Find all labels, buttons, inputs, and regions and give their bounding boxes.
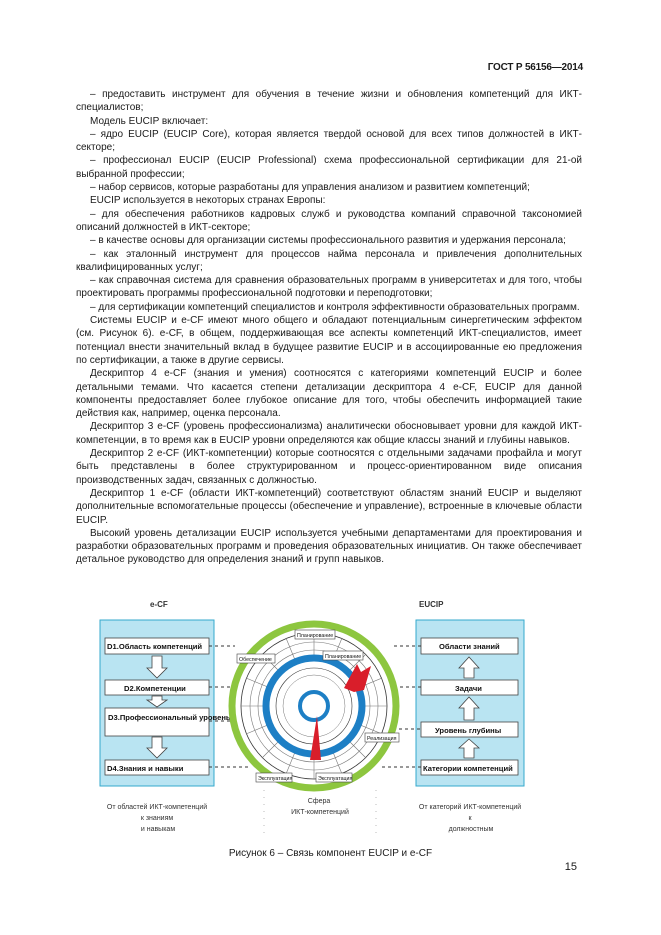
- paragraph: – ядро EUCIP (EUCIP Core), которая является твердой основой для всех типов должностей в ИКТ-секторе;: [76, 128, 582, 154]
- wheel-label-build: Реализация: [367, 736, 397, 742]
- paragraph: – для обеспечения работников кадровых служб и руководства компаний справочной таксономией описаний должностей в ИКТ-секторе;: [76, 208, 582, 233]
- wheel-label-run-right: Эксплуатация: [318, 776, 353, 782]
- eucip-box-1-label: Области знаний: [439, 642, 500, 651]
- paragraph: Дескриптор 3 e-CF (уровень профессионализма) аналитически обосновывает уровни для каждой ИКТ-компетенции, в то время как в EUCIP уровни определяются как общие классы знаний и глубины навыков.: [76, 421, 582, 446]
- paragraph: – для сертификации компетенций специалистов и контроля эффективности образовательных программ.: [90, 301, 580, 313]
- ecf-title: e-CF: [150, 600, 168, 609]
- paragraph: EUCIP используется в некоторых странах Европы:: [90, 195, 326, 207]
- document-header: ГОСТ Р 56156—2014: [487, 62, 583, 73]
- paragraph: Высокий уровень детализации EUCIP используется учебными департаментами для проектирования и разработки образовательных программ и проведения образовательных инициатив. Он также обеспечивает детальное руководство для определения знаний и групп навыков.: [76, 527, 582, 566]
- eucip-box-4-label: Категории компетенций: [423, 764, 513, 773]
- eucip-box-3-label: Уровень глубины: [435, 726, 502, 735]
- wheel-label-planning-inner: Планирование: [325, 654, 362, 660]
- body-text: [76, 88, 582, 567]
- paragraph: – как эталонный инструмент для процессов найма персонала и привлечения дополнительных квалифицированных услуг;: [76, 248, 582, 273]
- figure-6: [88, 596, 588, 846]
- figure-caption: Рисунок 6 – Связь компонент EUCIP и e-CF: [228, 848, 433, 859]
- center-footer: Сфера ИКТ-компетенций: [291, 798, 349, 816]
- paragraph: Системы EUCIP и e-CF имеют много общего и обладают потенциальным синергетическим эффектом (см. Рисунок 6). e-CF, в общем, поддерживающая все аспекты компетенций ИКТ-специалистов, имеет потенциал внести значительный вклад в будущее развитие EUCIP и в ассоциированные ею предложения по сертификации, а также в другие сервисы.: [76, 315, 582, 366]
- paragraph: – как справочная система для сравнения образовательных программ в университетах и для того, чтобы проектировать программы профессиональной подготовки и переподготовки;: [76, 275, 582, 300]
- paragraph: – в качестве основы для организации системы профессионального развития и удержания персонала;: [90, 235, 566, 247]
- wheel-label-run-left: Эксплуатация: [258, 776, 293, 782]
- ecf-footer: От областей ИКТ-компетенций к знаниям и навыкам: [106, 804, 208, 833]
- paragraph: Дескриптор 1 e-CF (области ИКТ-компетенций) соответствуют областям знаний EUCIP и выделяют дополнительные вспомогательные процессы (обеспечение и управление), встроенные в ключевые области EUCIP.: [76, 487, 582, 526]
- paragraph: – профессионал EUCIP (EUCIP Professional) схема профессиональной сертификации для 21-ой выбранной профессии;: [76, 155, 582, 180]
- eucip-footer: От категорий ИКТ-компетенций к должностным: [418, 804, 522, 833]
- paragraph: Дескриптор 2 e-CF (ИКТ-компетенции) которые соотносятся с отдельными задачами профайла и могут быть представлены в более структурированном и процесс-ориентированном виде описания производственных задач, связанных с должностью.: [76, 448, 582, 486]
- ecf-box-d4-label: D4.Знания и навыки: [107, 764, 184, 773]
- figure-diagram: [88, 596, 588, 846]
- eucip-title: EUCIP: [419, 600, 444, 609]
- ecf-box-d2-label: D2.Компетенции: [124, 684, 186, 693]
- paragraph: – предоставить инструмент для обучения в течение жизни и обновления компетенций для ИКТ-специалистов;: [76, 89, 582, 114]
- competence-wheel: [232, 624, 399, 788]
- paragraph: Модель EUCIP включает:: [90, 115, 209, 127]
- ecf-box-d3-label: D3.Профессиональный уровень: [108, 713, 231, 722]
- paragraph: Дескриптор 4 e-CF (знания и умения) соотносятся с категориями компетенций EUCIP и более детальными темами. Что касается степени детализации дескриптора 4 e-CF, EUCIP для данной компоненты предоставляет более глубокое описание для того, чтобы обеспечить информацией такие действия как, например, оценка персонала.: [76, 368, 582, 420]
- wheel-label-planning-outer: Планирование: [297, 633, 334, 639]
- paragraph: – набор сервисов, которые разработаны для управления анализом и развитием компетенций;: [90, 182, 530, 194]
- ecf-box-d1-label: D1.Область компетенций: [107, 642, 203, 651]
- eucip-box-2-label: Задачи: [455, 684, 482, 693]
- wheel-label-enable: Обеспечение: [239, 657, 272, 663]
- wheel-center-ring: [300, 692, 328, 720]
- page-number: 15: [564, 861, 577, 873]
